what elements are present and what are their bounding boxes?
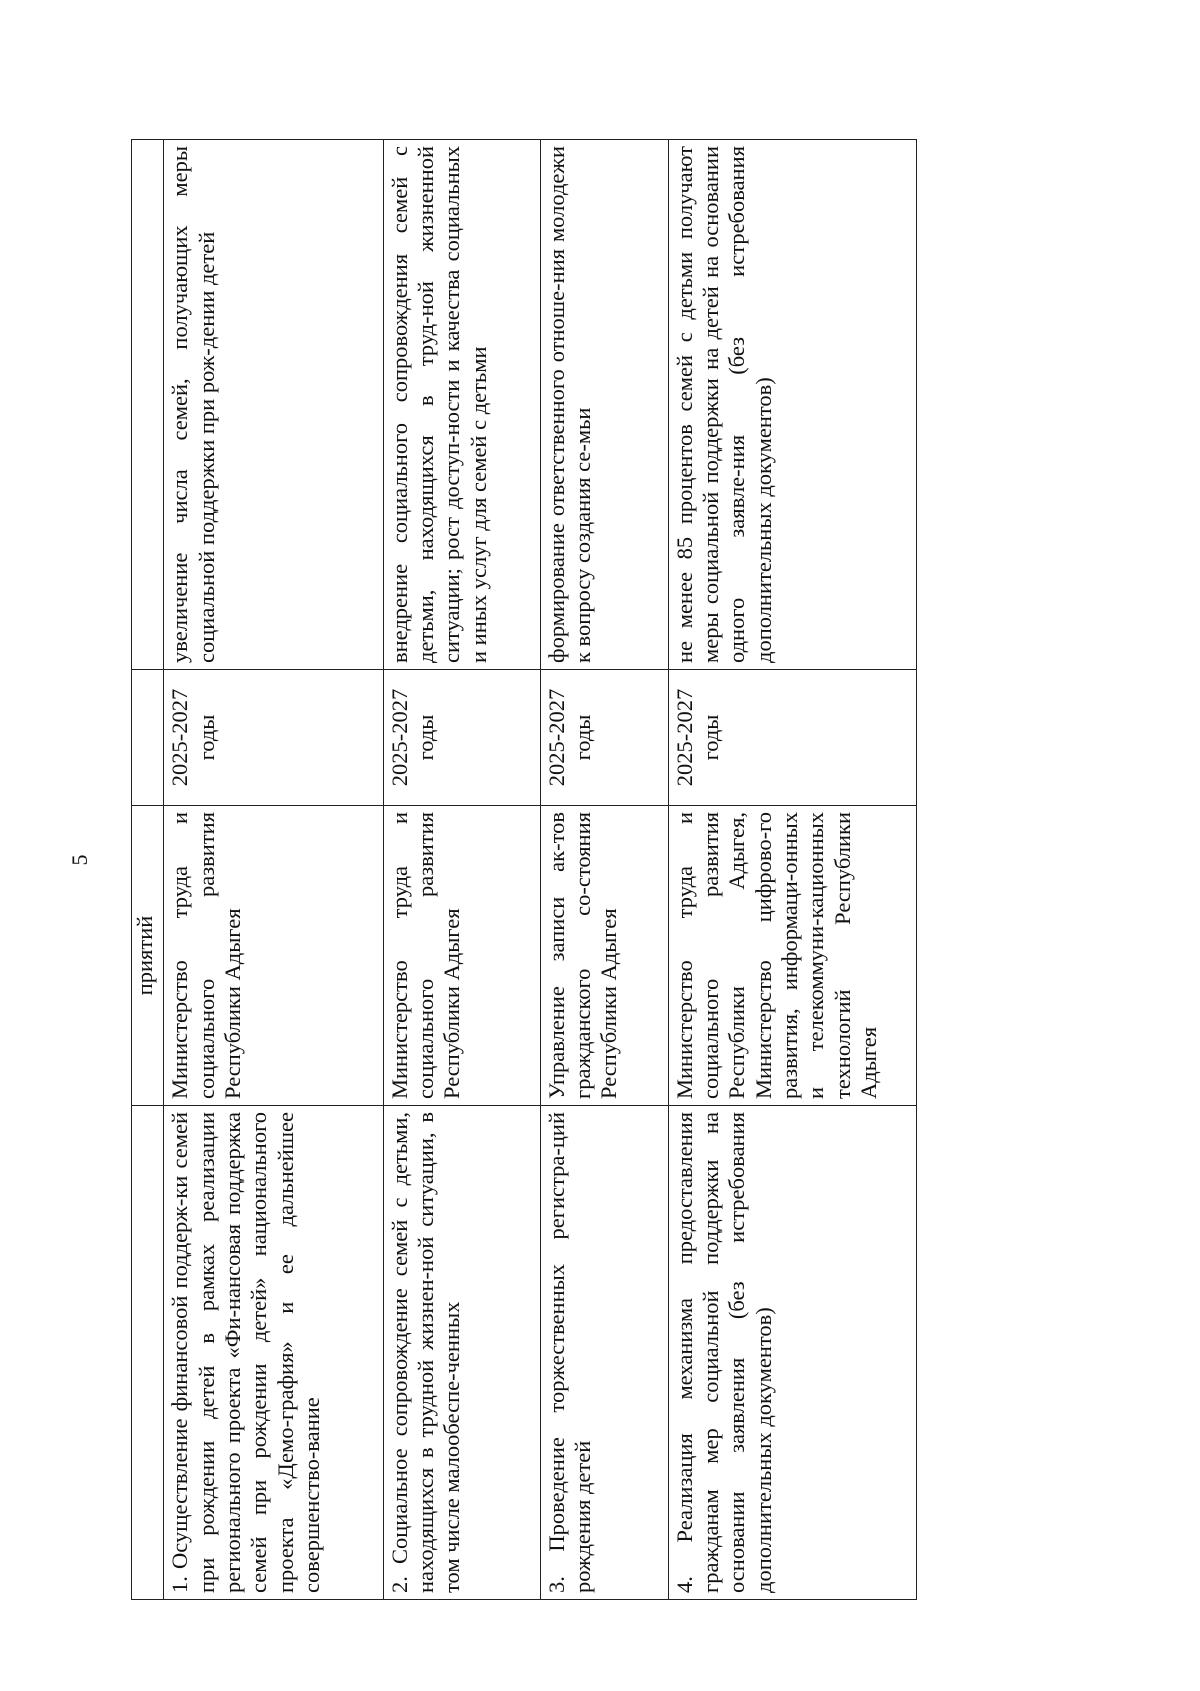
activity-cell: 1. Осуществление финансовой поддерж-ки семей при рождении детей в рамках реализации регионального проекта «Фи-нансовая поддержка семей при рождении детей» национального проекта «Демо-графия» и ее дальнейшее совершенство-вание: [164, 1106, 383, 1600]
header-cell-result: [132, 140, 164, 670]
executor-cell: Управление записи ак-тов гражданского со-стояния Республики Адыгея: [540, 806, 668, 1106]
activity-cell: 3. Проведение торжественных регистра-ций рождения детей: [540, 1106, 668, 1600]
executor-cell: Министерство труда и социального развития Республики Адыгея: [383, 806, 540, 1106]
result-cell: формирование ответственного отноше-ния молодежи к вопросу создания се-мьи: [540, 140, 668, 670]
period-cell: 2025-2027 годы: [540, 670, 668, 806]
result-cell: не менее 85 процентов семей с детьми получают меры социальной поддержки на детей на основании одного заявле-ния (без истребования дополнительных документов): [668, 140, 916, 670]
result-cell: увеличение числа семей, получающих меры социальной поддержки при рож-дении детей: [164, 140, 383, 670]
table-row: [540, 140, 668, 1600]
header-cell-period: [132, 670, 164, 806]
header-cell-activity: [132, 1106, 164, 1600]
executor-cell: Министерство труда и социального развития Республики Адыгея: [164, 806, 383, 1106]
measures-table: [131, 139, 917, 1600]
period-cell: 2025-2027 годы: [383, 670, 540, 806]
activity-cell: 2. Социальное сопровождение семей с детьми, находящихся в трудной жизнен-ной ситуации, в том числе малообеспе-ченных: [383, 1106, 540, 1600]
header-cell-executor: приятий: [132, 806, 164, 1106]
result-cell: внедрение социального сопровождения семей с детьми, находящихся в труд-ной жизненной ситуации; рост доступ-ности и качества социальных и иных услуг для семей с детьми: [383, 140, 540, 670]
rotated-table-container: [131, 140, 917, 1600]
table-row: [668, 140, 916, 1600]
table-row: [383, 140, 540, 1600]
period-cell: 2025-2027 годы: [668, 670, 916, 806]
activity-cell: 4. Реализация механизма предоставления гражданам мер социальной поддержки на основании заявления (без истребования дополнительных документов): [668, 1106, 916, 1600]
table-row: [164, 140, 383, 1600]
table-header-row: [132, 140, 164, 1600]
page-number: 5: [67, 854, 92, 866]
executor-cell: Министерство труда и социального развития Республики Адыгея, Министерство цифрово-го развития, информаци-онных и телекоммуни-кационных технологий Республики Адыгея: [668, 806, 916, 1106]
period-cell: 2025-2027 годы: [164, 670, 383, 806]
